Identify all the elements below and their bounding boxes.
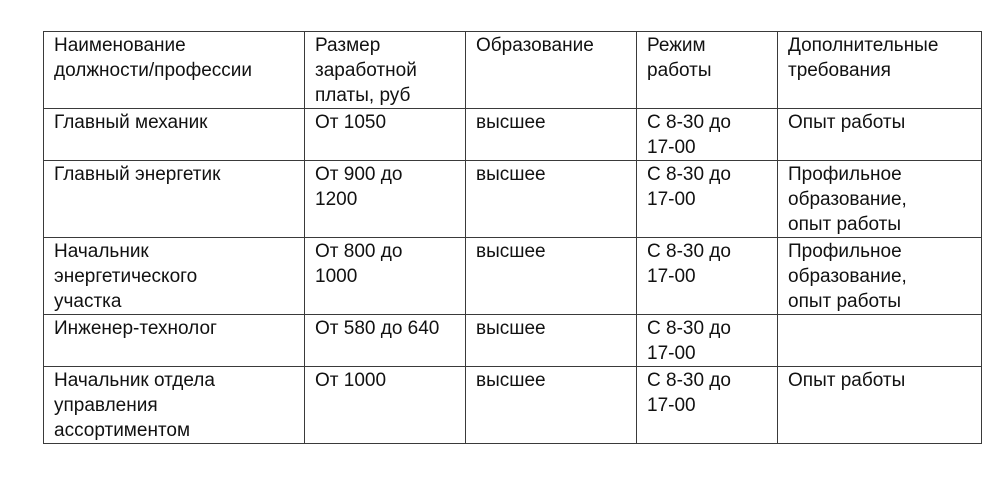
cell-text: Опыт работы <box>788 370 906 391</box>
cell-text: Начальник энергетического участка <box>54 241 198 312</box>
header-label: Размер заработной платы, руб <box>315 35 417 106</box>
table-cell-requirements <box>778 109 982 161</box>
cell-text: От 580 до 640 <box>315 318 440 339</box>
table-cell-salary <box>305 161 466 238</box>
vacancies-table <box>43 31 982 444</box>
table-row <box>44 238 982 315</box>
header-cell-salary <box>305 32 466 109</box>
header-label: Образование <box>476 35 594 56</box>
cell-text: От 1050 <box>315 112 387 133</box>
table-cell-position <box>44 315 305 367</box>
table-cell-salary <box>305 109 466 161</box>
cell-text: С 8-30 до 17-00 <box>647 318 731 364</box>
table-cell-education <box>466 315 637 367</box>
table-cell-position <box>44 161 305 238</box>
cell-text: С 8-30 до 17-00 <box>647 112 731 158</box>
cell-text: Инженер-технолог <box>54 318 217 339</box>
table-row <box>44 367 982 444</box>
table-cell-position <box>44 238 305 315</box>
cell-text: высшее <box>476 164 546 185</box>
cell-text: От 900 до 1200 <box>315 164 403 210</box>
table-cell-education <box>466 161 637 238</box>
header-cell-schedule <box>637 32 778 109</box>
cell-text: высшее <box>476 370 546 391</box>
table-cell-education <box>466 238 637 315</box>
header-label: Дополнительные требования <box>788 35 939 81</box>
table-header-row <box>44 32 982 109</box>
cell-text: высшее <box>476 318 546 339</box>
cell-text: От 800 до 1000 <box>315 241 403 287</box>
cell-text: Профильное образование, опыт работы <box>788 241 907 312</box>
table-cell-position <box>44 367 305 444</box>
cell-text: высшее <box>476 241 546 262</box>
table-cell-schedule <box>637 315 778 367</box>
table-cell-schedule <box>637 109 778 161</box>
cell-text: высшее <box>476 112 546 133</box>
table-cell-schedule <box>637 161 778 238</box>
cell-text: Опыт работы <box>788 112 906 133</box>
table-cell-position <box>44 109 305 161</box>
cell-text: Профильное образование, опыт работы <box>788 164 907 235</box>
table-row <box>44 109 982 161</box>
header-label: Наименование должности/профессии <box>54 35 253 81</box>
cell-text: Главный энергетик <box>54 164 221 185</box>
header-cell-requirements <box>778 32 982 109</box>
table-cell-schedule <box>637 238 778 315</box>
table-cell-education <box>466 109 637 161</box>
table-cell-requirements <box>778 238 982 315</box>
table-cell-education <box>466 367 637 444</box>
header-cell-education <box>466 32 637 109</box>
table-cell-requirements <box>778 367 982 444</box>
table-cell-salary <box>305 238 466 315</box>
table-row <box>44 161 982 238</box>
cell-text: С 8-30 до 17-00 <box>647 241 731 287</box>
cell-text: С 8-30 до 17-00 <box>647 164 731 210</box>
table-cell-salary <box>305 367 466 444</box>
cell-text: С 8-30 до 17-00 <box>647 370 731 416</box>
table-cell-requirements <box>778 161 982 238</box>
table-row <box>44 315 982 367</box>
table-cell-schedule <box>637 367 778 444</box>
header-label: Режим работы <box>647 35 712 81</box>
cell-text: От 1000 <box>315 370 387 391</box>
header-cell-position <box>44 32 305 109</box>
cell-text: Главный механик <box>54 112 208 133</box>
table-cell-salary <box>305 315 466 367</box>
table-cell-requirements <box>778 315 982 367</box>
cell-text: Начальник отдела управления ассортиментом <box>54 370 215 441</box>
